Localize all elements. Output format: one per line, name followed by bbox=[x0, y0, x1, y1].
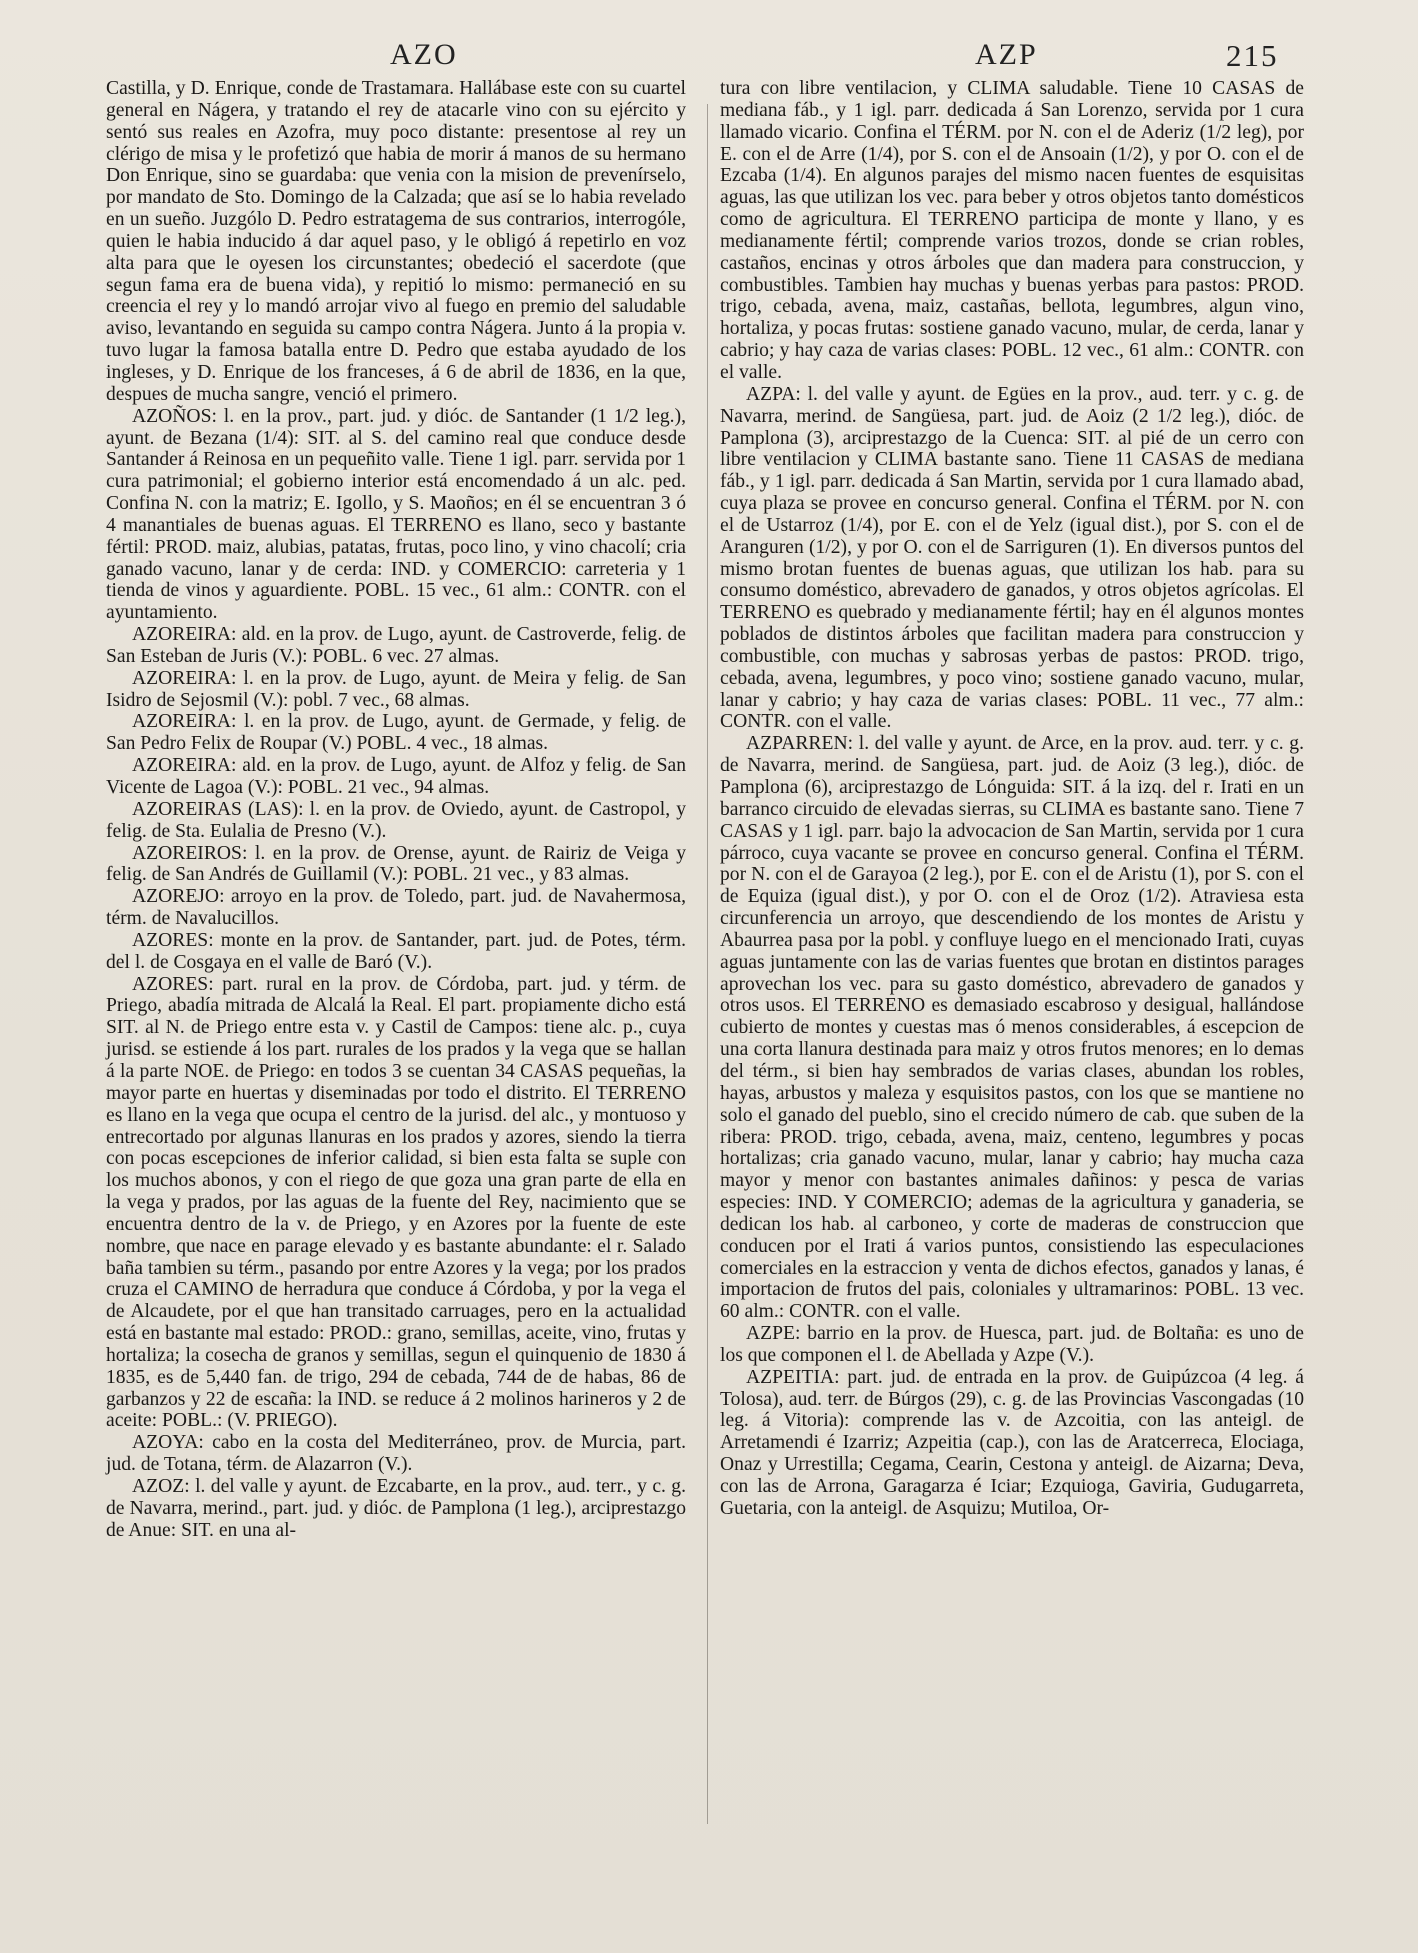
entry-azoreiras: AZOREIRAS (LAS): l. en la prov. de Oviedo, ayunt. de Castropol, y felig. de Sta. Eulalia de Presno (V.). bbox=[106, 798, 686, 842]
entry-azparren: AZPARREN: l. del valle y ayunt. de Arce, en la prov. aud. terr. y c. g. de Navarra, merind. de Sangüesa, part. jud. de Aoiz (3 leg.), dióc. de Pamplona (6), arciprestazgo de Lónguida: SIT. á la izq. del r. Irati en un barranco circuido de elevadas sierras, su CLIMA es bastante sano. Tiene 7 CASAS y 1 igl. parr. bajo la advocacion de San Martin, servida por 1 cura párroco, cuya vacante se provee en concurso general. Confina el TÉRM. por N. con el de Garayoa (2 leg.), por E. con el de Aristu (1), por S. con el de Equiza (igual dist.), y por O. con el de Oroz (1/2). Atraviesa esta circunferencia un arroyo, que descendiendo de los montes de Aristu y Abaurrea pasa por la pobl. y confluye luego en el mencionado Irati, cuyas aguas juntamente con las de varias fuentes que brotan en distintos parages aprovechan los vec. para su gasto doméstico, abrevadero de ganados y otros usos. El TERRENO es demasiado escabroso y desigual, hallándose cubierto de montes y cuestas mas ó menos considerables, á escepcion de una corta llanura destinada para maiz y otros frutos menores; en lo demas del térm., si bien hay sembrados de varias clases, abundan los robles, hayas, arbustos y maleza y esquisitos pastos, con los que se mantiene no solo el ganado del pueblo, sino el crecido número de cab. que suben de la ribera: PROD. trigo, cebada, avena, maiz, centeno, legumbres y pocas hortalizas; cria ganado vacuno, mular, lanar y cabrio; hay mucha caza mayor y menor con bastantes animales dañinos: y pesca de varias especies: IND. Y COMERCIO; ademas de la agricultura y ganaderia, se dedican los hab. al carboneo, y corte de maderas de construccion que conducen por el Irati á varios puntos, consistiendo las especulaciones comerciales en la estraccion y venta de dichos efectos, ganados y lanas, é importacion de frutos del pais, coloniales y ultramarinos: POBL. 13 vec. 60 alm.: CONTR. con el valle. bbox=[720, 733, 1304, 1323]
right-column bbox=[720, 78, 1304, 1520]
entry-continuation: Castilla, y D. Enrique, conde de Trastamara. Hallábase este con su cuartel general en Nágera, y tratando el rey de atacarle vino con su ejército y sentó sus reales en Azofra, muy poco distante: presentose al rey un clérigo de misa y le profetizó que habia de morir á manos de su hermano Don Enrique, sino se guardaba: que venia con la mision de prevenírselo, por mandato de Sto. Domingo de la Calzada; que así se lo habia revelado en un sueño. Juzgólo D. Pedro estratagema de sus contrarios, interrogóle, quien le habia inducido á dar aquel paso, y le obligó á repetirlo en voz alta para que le oyesen los circunstantes; obedeció el sacerdote (que segun fama era de buena vida), y repitió lo mismo: permaneció en su creencia el rey y lo mandó arrojar vivo al fuego en premio del saludable aviso, levantando en seguida su campo contra Nágera. Junto á la propia v. tuvo lugar la famosa batalla entre D. Pedro que estaba ayudado de los ingleses, y D. Enrique de los franceses, á 6 de abril de 1836, en la que, despues de mucha sangre, venció el primero. bbox=[106, 78, 686, 405]
entry-azores-monte: AZORES: monte en la prov. de Santander, part. jud. de Potes, térm. del l. de Cosgaya en el valle de Baró (V.). bbox=[106, 929, 686, 973]
left-column bbox=[106, 78, 686, 1542]
entry-azoz: AZOZ: l. del valle y ayunt. de Ezcabarte, en la prov., aud. terr., y c. g. de Navarra, merind., part. jud. y dióc. de Pamplona (1 leg.), arciprestazgo de Anue: SIT. en una al- bbox=[106, 1476, 686, 1541]
entry-azoya: AZOYA: cabo en la costa del Mediterráneo, prov. de Murcia, part. jud. de Totana, térm. de Alazarron (V.). bbox=[106, 1432, 686, 1476]
column-divider bbox=[707, 104, 708, 1824]
entry-azorejo: AZOREJO: arroyo en la prov. de Toledo, part. jud. de Navahermosa, térm. de Navalucillos. bbox=[106, 886, 686, 930]
entry-azonos: AZOÑOS: l. en la prov., part. jud. y dióc. de Santander (1 1/2 leg.), ayunt. de Bezana (1/4): SIT. al S. del camino real que conduce desde Santander á Reinosa en un pequeñito valle. Tiene 1 igl. parr. servida por 1 cura patrimonial; el gobierno interior está encomendado á un alc. ped. Confina N. con la matriz; E. Igollo, y S. Maoños; en él se encuentran 3 ó 4 manantiales de buenas aguas. El TERRENO es llano, seco y bastante fértil: PROD. maiz, alubias, patatas, frutas, poco lino, y vino chacolí; cria ganado vacuno, lanar y de cerda: IND. y COMERCIO: carreteria y 1 tienda de vinos y aguardiente. POBL. 15 vec., 61 alm.: CONTR. con el ayuntamiento. bbox=[106, 405, 686, 624]
entry-azpeitia: AZPEITIA: part. jud. de entrada en la prov. de Guipúzcoa (4 leg. á Tolosa), aud. terr. de Búrgos (29), c. g. de las Provincias Vascongadas (10 leg. á Vitoria): comprende las v. de Azcoitia, con las anteigl. de Arretamendi é Izarriz; Azpeitia (cap.), con las de Aratcerreca, Elociaga, Onaz y Urrestilla; Cegama, Cearin, Cestona y anteigl. de Aizarna; Deva, con las de Arrona, Garagarza é Iciar; Ezquioga, Gaviria, Gudugarreta, Guetaria, con la anteigl. de Asquizu; Mutiloa, Or- bbox=[720, 1366, 1304, 1519]
entry-azoreira-sejosmil: AZOREIRA: l. en la prov. de Lugo, ayunt. de Meira y felig. de San Isidro de Sejosmil (V.): pobl. 7 vec., 68 almas. bbox=[106, 667, 686, 711]
running-head-left: AZO bbox=[390, 38, 458, 71]
page-number: 215 bbox=[1226, 38, 1279, 73]
entry-azoreira-roupar: AZOREIRA: l. en la prov. de Lugo, ayunt. de Germade, y felig. de San Pedro Felix de Roupar (V.) POBL. 4 vec., 18 almas. bbox=[106, 711, 686, 755]
entry-azoreira-lagoa: AZOREIRA: ald. en la prov. de Lugo, ayunt. de Alfoz y felig. de San Vicente de Lagoa (V.): POBL. 21 vec., 94 almas. bbox=[106, 755, 686, 798]
entry-azpe: AZPE: barrio en la prov. de Huesca, part. jud. de Boltaña: es uno de los que componen el l. de Abellada y Azpe (V.). bbox=[720, 1323, 1304, 1366]
entry-azores-rural: AZORES: part. rural en la prov. de Córdoba, part. jud. y térm. de Priego, abadía mitrada de Alcalá la Real. El part. propiamente dicho está SIT. al N. de Priego entre esta v. y Castil de Campos: tiene alc. p., cuya jurisd. se estiende á los part. rurales de los prados y la vega que se hallan á la parte NOE. de Priego: en todos 3 se cuentan 34 CASAS pequeñas, la mayor parte en huertas y diseminadas por todo el distrito. El TERRENO es llano en la vega que ocupa el centro de la jurisd. del alc., y montuoso y entrecortado por algunas llanuras en los prados y azores, siendo la tierra con pocas escepciones de inferior calidad, si bien esta falta se suple con los muchos abonos, y con el riego de que goza una gran parte de ella en la vega y prados, por las aguas de la fuente del Rey, nacimiento que se encuentra dentro de la v. de Priego, y en Azores por la fuente de este nombre, que nace en parage elevado y es bastante abundante: el r. Salado baña tambien su térm., pasando por entre Azores y la vega; por los prados cruza el CAMINO de herradura que conduce á Córdoba, y por la vega el de Alcaudete, por el que han transitado carruages, pero en la actualidad está en bastante mal estado: PROD.: grano, semillas, aceite, vino, frutas y hortaliza; la cosecha de granos y semillas, segun el quinquenio de 1830 á 1835, es de 5,440 fan. de trigo, 294 de cebada, 744 de de habas, 86 de garbanzos y 22 de escaña: la IND. se reduce á 2 molinos harineros y 2 de aceite: POBL.: (V. PRIEGO). bbox=[106, 973, 686, 1432]
entry-azoreiros: AZOREIROS: l. en la prov. de Orense, ayunt. de Rairiz de Veiga y felig. de San Andrés de Guillamil (V.): POBL. 21 vec., y 83 almas. bbox=[106, 842, 686, 886]
entry-azoreira-juris: AZOREIRA: ald. en la prov. de Lugo, ayunt. de Castroverde, felig. de San Esteban de Juris (V.): POBL. 6 vec. 27 almas. bbox=[106, 624, 686, 667]
running-head-right: AZP bbox=[975, 38, 1038, 71]
entry-azoz-continuation: tura con libre ventilacion, y CLIMA saludable. Tiene 10 CASAS de mediana fáb., y 1 igl. parr. dedicada á San Lorenzo, servida por 1 cura llamado vicario. Confina el TÉRM. por N. con el de Aderiz (1/2 leg), por E. con el de Arre (1/4), por S. con el de Ansoain (1/2), y por O. con el de Ezcaba (1/4). En algunos parajes del mismo nacen fuentes de esquisitas aguas, las que utilizan los vec. para beber y otros objetos tanto domésticos como de agricultura. El TERRENO participa de monte y llano, y es medianamente fértil; comprende varios trozos, donde se crian robles, castaños, encinas y otros árboles que dan madera para construccion, y combustibles. Tambien hay muchas y buenas yerbas para pastos: PROD. trigo, cebada, avena, maiz, castañas, bellota, legumbres, algun vino, hortaliza, y pocas frutas: sostiene ganado vacuno, mular, de cerda, lanar y cabrio; y hay caza de varias clases: POBL. 12 vec., 61 alm.: CONTR. con el valle. bbox=[720, 78, 1304, 383]
entry-azpa: AZPA: l. del valle y ayunt. de Egües en la prov., aud. terr. y c. g. de Navarra, merind. de Sangüesa, part. jud. de Aoiz (2 1/2 leg.), dióc. de Pamplona (3), arciprestazgo de la Cuenca: SIT. al pié de un cerro con libre ventilacion y CLIMA bastante sano. Tiene 11 CASAS de mediana fáb., y 1 igl. parr. dedicada á San Martin, servida por 1 cura llamado abad, cuya plaza se provee en concurso general. Confina el TÉRM. por N. con el de Ustarroz (1/4), por E. con el de Yelz (igual dist.), por S. con el de Aranguren (1/2), y por O. con el de Sarriguren (1). En diversos puntos del mismo brotan fuentes de buenas aguas, que utilizan los hab. para su consumo doméstico, abrevadero de ganados, y otros objetos agrícolas. El TERRENO es quebrado y medianamente fértil; hay en él algunos montes poblados de distintos árboles que facilitan madera para construccion y combustible, con muchas y sabrosas yerbas de pastos: PROD. trigo, cebada, avena, legumbres, y poco vino; sostiene ganado vacuno, mular, lanar y cabrio; y hay caza de varias clases: POBL. 11 vec., 77 alm.: CONTR. con el valle. bbox=[720, 383, 1304, 733]
